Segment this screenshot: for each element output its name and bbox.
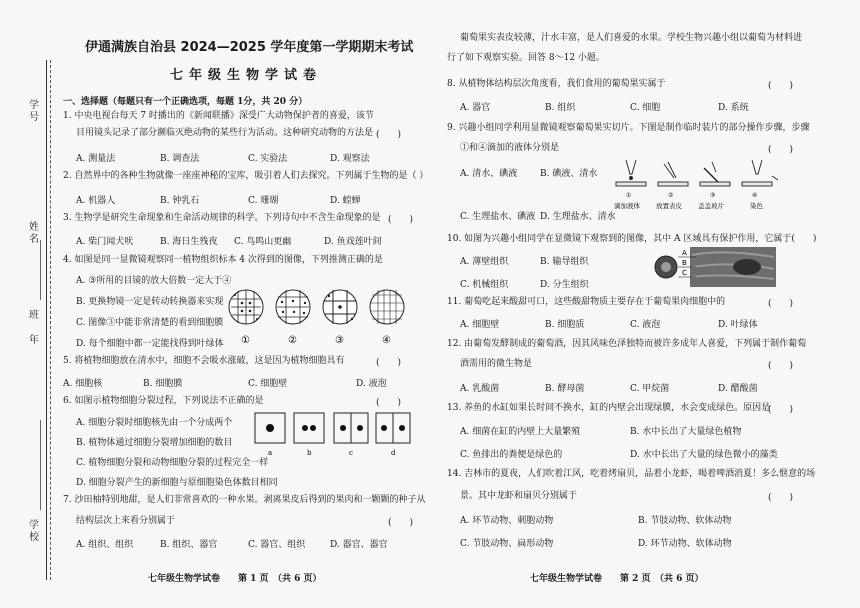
q11-option-a: A. 细胞壁 <box>460 320 500 330</box>
school-underline <box>40 420 41 510</box>
q14-line2: 景。其中龙虾和扇贝分别属于 <box>460 491 578 501</box>
view-2 <box>276 290 310 324</box>
class-label: 班 <box>29 310 39 321</box>
q6-line1: 6. 如图示植物细胞分裂过程，下列说法不正确的是 <box>63 396 264 406</box>
footer-page-1: 七年级生物学试卷 第 1 页 （共 6 页） <box>148 574 322 584</box>
q4-line1: 4. 如图是同一显微镜观察同一植物组织标本 4 次得到的图像，下列推测正确的是 <box>63 255 383 265</box>
q8-paren: ( ) <box>768 81 794 91</box>
q4-microscope-figure <box>226 285 416 347</box>
q9-option-c: C. 生理盐水、碘液 <box>460 212 536 222</box>
q14-option-c: C. 节肢动物、扁形动物 <box>460 539 554 549</box>
view-label-4: ④ <box>382 335 391 346</box>
q13-line1: 13. 养鱼的水缸如果长时间不换水，缸的内壁会出现绿膜，水会变成绿色。原因是 <box>447 403 771 413</box>
intro-line2: 行了如下观察实验。回答 8～12 小题。 <box>447 53 605 63</box>
q6-paren: ( ) <box>376 398 402 408</box>
q14-paren: ( ) <box>768 493 794 503</box>
footer-page-2: 七年级生物学试卷 第 2 页 （共 6 页） <box>530 574 704 584</box>
q9-slide-prep-figure <box>612 156 784 212</box>
q11-option-c: C. 液泡 <box>630 320 661 330</box>
tissue-label-c: C <box>682 269 687 277</box>
tissue-label-a: A <box>682 249 687 257</box>
q8-option-d: D. 系统 <box>718 103 749 113</box>
q9-option-a: A. 清水、碘液 <box>460 169 518 179</box>
q4-option-d: D. 每个细胞中都一定能找得到叶绿体 <box>76 339 224 349</box>
view-4 <box>370 290 404 324</box>
school-label: 学校 <box>29 520 39 543</box>
q6-cell-division-figure <box>252 410 412 458</box>
q1-option-d: D. 观察法 <box>330 154 370 164</box>
q2-option-b: B. 钟乳石 <box>160 196 200 206</box>
step-place-epidermis <box>658 162 688 186</box>
view-label-2: ② <box>288 335 297 346</box>
q6-option-c: C. 植物细胞分裂和动物细胞分裂的过程完全一样 <box>76 458 269 468</box>
q4-option-c: C. 图像③中能非常清楚的看到细胞膜 <box>76 318 224 328</box>
step-label-4: 染色 <box>750 202 763 210</box>
q1-line2: 目用镜头记录了部分濒临灭绝动物的某些行为活动。这种研究动物的方法是 <box>76 128 374 138</box>
step-num-3: ③ <box>710 192 716 199</box>
q10-option-a: A. 薄壁组织 <box>460 257 509 267</box>
q7-line1: 7. 沙田柚特别地甜，是人们非常喜欢的一种水果。剥离果皮后得到的果肉和一颗颗的种子从 <box>63 495 426 505</box>
exam-subtitle: 七年级生物学试卷 <box>170 68 323 83</box>
view-label-3: ③ <box>335 335 344 346</box>
q13-paren: ( ) <box>768 405 794 415</box>
name-underline <box>40 240 41 300</box>
q11-option-d: D. 叶绿体 <box>718 320 758 330</box>
q2-option-d: D. 蝗蝉 <box>330 196 361 206</box>
q3-option-b: B. 海日生残夜 <box>160 237 218 247</box>
q3-paren: ( ) <box>388 215 414 225</box>
step-num-1: ① <box>626 192 632 199</box>
q12-option-a: A. 乳酸菌 <box>460 384 500 394</box>
exam-title: 伊通满族自治县 2024—2025 学年度第一学期期末考试 <box>85 40 414 55</box>
q14-option-a: A. 环节动物、刺胞动物 <box>460 516 554 526</box>
q12-option-b: B. 酵母菌 <box>545 384 585 394</box>
q7-option-d: D. 器官、器官 <box>330 540 388 550</box>
q12-line1: 12. 由葡萄发酵制成的葡萄酒，因其风味色泽独特而被许多成年人喜爱，下列属于制作葡萄 <box>447 339 807 349</box>
q9-line1: 9. 兴趣小组同学利用显微镜观察葡萄果实切片。下图是制作临时装片的部分操作步骤，步骤 <box>447 123 810 133</box>
q4-option-a: A. ③所用的目镜的放大倍数一定大于④ <box>76 276 232 286</box>
cell-label-b: b <box>307 449 312 457</box>
step-num-4: ④ <box>752 192 758 199</box>
q8-option-c: C. 细胞 <box>630 103 661 113</box>
q6-option-d: D. 细胞分裂产生的新细胞与原细胞染色体数目相同 <box>76 478 278 488</box>
q2-line1: 2. 自然界中的各种生物就像一座座神秘的宝库，吸引着人们去探究。下列属于生物的是（ ） <box>63 171 429 181</box>
q12-paren: ( ) <box>768 361 794 371</box>
q6-option-a: A. 细胞分裂时细胞核先由一个分成两个 <box>76 418 233 428</box>
q3-option-c: C. 鸟鸣山更幽 <box>234 237 292 247</box>
q12-option-c: C. 甲烷菌 <box>630 384 670 394</box>
q7-paren: ( ) <box>388 518 414 528</box>
q8-line1: 8. 从植物体结构层次角度看，我们食用的葡萄果实属于 <box>447 79 666 89</box>
q10-line1: 10. 如图为兴趣小组同学在显微镜下观察到的图像，其中 A 区域具有保护作用，它属于( ) <box>447 234 817 244</box>
q11-paren: ( ) <box>768 299 794 309</box>
q12-line2: 酒需用的微生物是 <box>460 359 533 369</box>
q13-option-c: C. 鱼排出的粪便是绿色的 <box>460 450 563 460</box>
q10-option-d: D. 分生组织 <box>540 280 589 290</box>
cell-label-d: d <box>391 449 396 457</box>
q5-paren: ( ) <box>376 358 402 368</box>
q9-option-d: D. 生理盐水、清水 <box>540 212 616 222</box>
grade-label: 年 <box>29 335 39 346</box>
q8-option-a: A. 器官 <box>460 103 491 113</box>
q5-option-d: D. 液泡 <box>356 379 387 389</box>
q1-option-b: B. 调查法 <box>160 154 200 164</box>
q9-option-b: B. 碘液、清水 <box>540 169 598 179</box>
q11-option-b: B. 细胞质 <box>545 320 585 330</box>
q7-option-a: A. 组织、组织 <box>76 540 134 550</box>
cell-b <box>294 413 324 443</box>
intro-line1: 葡萄果实表皮较薄，汁水丰富，是人们喜爱的水果。学校生物兴趣小组以葡萄为材料进 <box>460 33 803 43</box>
view-label-1: ① <box>241 335 250 346</box>
q5-option-a: A. 细胞核 <box>63 379 103 389</box>
step-label-1: 滴加液体 <box>614 202 640 210</box>
view-1 <box>229 290 263 324</box>
q6-option-b: B. 植物体通过细胞分裂增加细胞的数目 <box>76 438 233 448</box>
q7-line2: 结构层次上来看分别属于 <box>76 516 176 526</box>
q10-tissue-figure <box>652 245 778 289</box>
q13-option-a: A. 细菌在缸的内壁上大量繁殖 <box>460 427 581 437</box>
q1-option-a: A. 测量法 <box>76 154 116 164</box>
q10-option-b: B. 输导组织 <box>540 257 589 267</box>
q3-option-a: A. 柴门闻犬吠 <box>76 237 134 247</box>
step-label-2: 放置表皮 <box>656 202 682 210</box>
binding-line <box>46 60 47 580</box>
step-num-2: ② <box>668 192 674 199</box>
q12-option-d: D. 醋酸菌 <box>718 384 758 394</box>
q8-option-b: B. 组织 <box>545 103 576 113</box>
q5-option-c: C. 细胞壁 <box>248 379 288 389</box>
binding-dash <box>50 60 51 580</box>
q9-paren: ( ) <box>768 145 794 155</box>
q14-line1: 14. 吉林市的夏夜，人们吹着江风，吃着烤扇贝，品着小龙虾，喝着啤酒消夏！多么惬意的场 <box>447 469 816 479</box>
q1-option-c: C. 实验法 <box>248 154 288 164</box>
q3-line1: 3. 生物学是研究生命现象和生命活动规律的科学。下列诗句中不含生命现象的是 <box>63 213 381 223</box>
step-cover-slip <box>700 162 730 186</box>
q14-option-d: D. 环节动物、软体动物 <box>638 539 732 549</box>
q1-line1: 1. 中央电视台每天 7 时播出的《新闻联播》深受广大动物保护者的喜爱，该节 <box>63 111 374 121</box>
q4-option-b: B. 更换物镜一定是转动转换器来实现 <box>76 297 224 307</box>
q3-option-d: D. 鱼戏莲叶间 <box>324 237 382 247</box>
step-label-3: 盖盖玻片 <box>698 202 724 210</box>
q11-line1: 11. 葡萄吃起来酸甜可口，这些酸甜物质主要存在于葡萄果肉细胞中的 <box>447 297 726 307</box>
name-label: 姓名 <box>29 222 39 245</box>
q1-paren: ( ) <box>376 130 402 140</box>
q14-option-b: B. 节肢动物、软体动物 <box>638 516 732 526</box>
q5-option-b: B. 细胞膜 <box>143 379 183 389</box>
q5-line1: 5. 将植物细胞放在清水中，细胞不会吸水涨破，这是因为植物细胞具有 <box>63 356 345 366</box>
step-stain <box>742 160 778 186</box>
q7-option-c: C. 器官、组织 <box>248 540 306 550</box>
q7-option-b: B. 组织、器官 <box>160 540 218 550</box>
view-3 <box>323 290 357 324</box>
q2-option-a: A. 机器人 <box>76 196 116 206</box>
q2-option-c: C. 珊瑚 <box>248 196 279 206</box>
cell-label-c: c <box>349 449 353 457</box>
step-drop-liquid <box>616 160 646 186</box>
section-title: 一、选择题（每题只有一个正确选项，每题 1分，共 20 分） <box>63 97 308 107</box>
q10-option-c: C. 机械组织 <box>460 280 509 290</box>
tissue-label-b: B <box>682 259 687 267</box>
q13-option-b: B. 水中长出了大量绿色植物 <box>630 427 742 437</box>
q13-option-d: D. 水中长出了大量的绿色微小的藻类 <box>630 450 778 460</box>
student-id-label: 学号 <box>29 100 39 123</box>
q9-line2: ①和④滴加的液体分别是 <box>460 143 560 153</box>
cell-label-a: a <box>268 449 273 457</box>
